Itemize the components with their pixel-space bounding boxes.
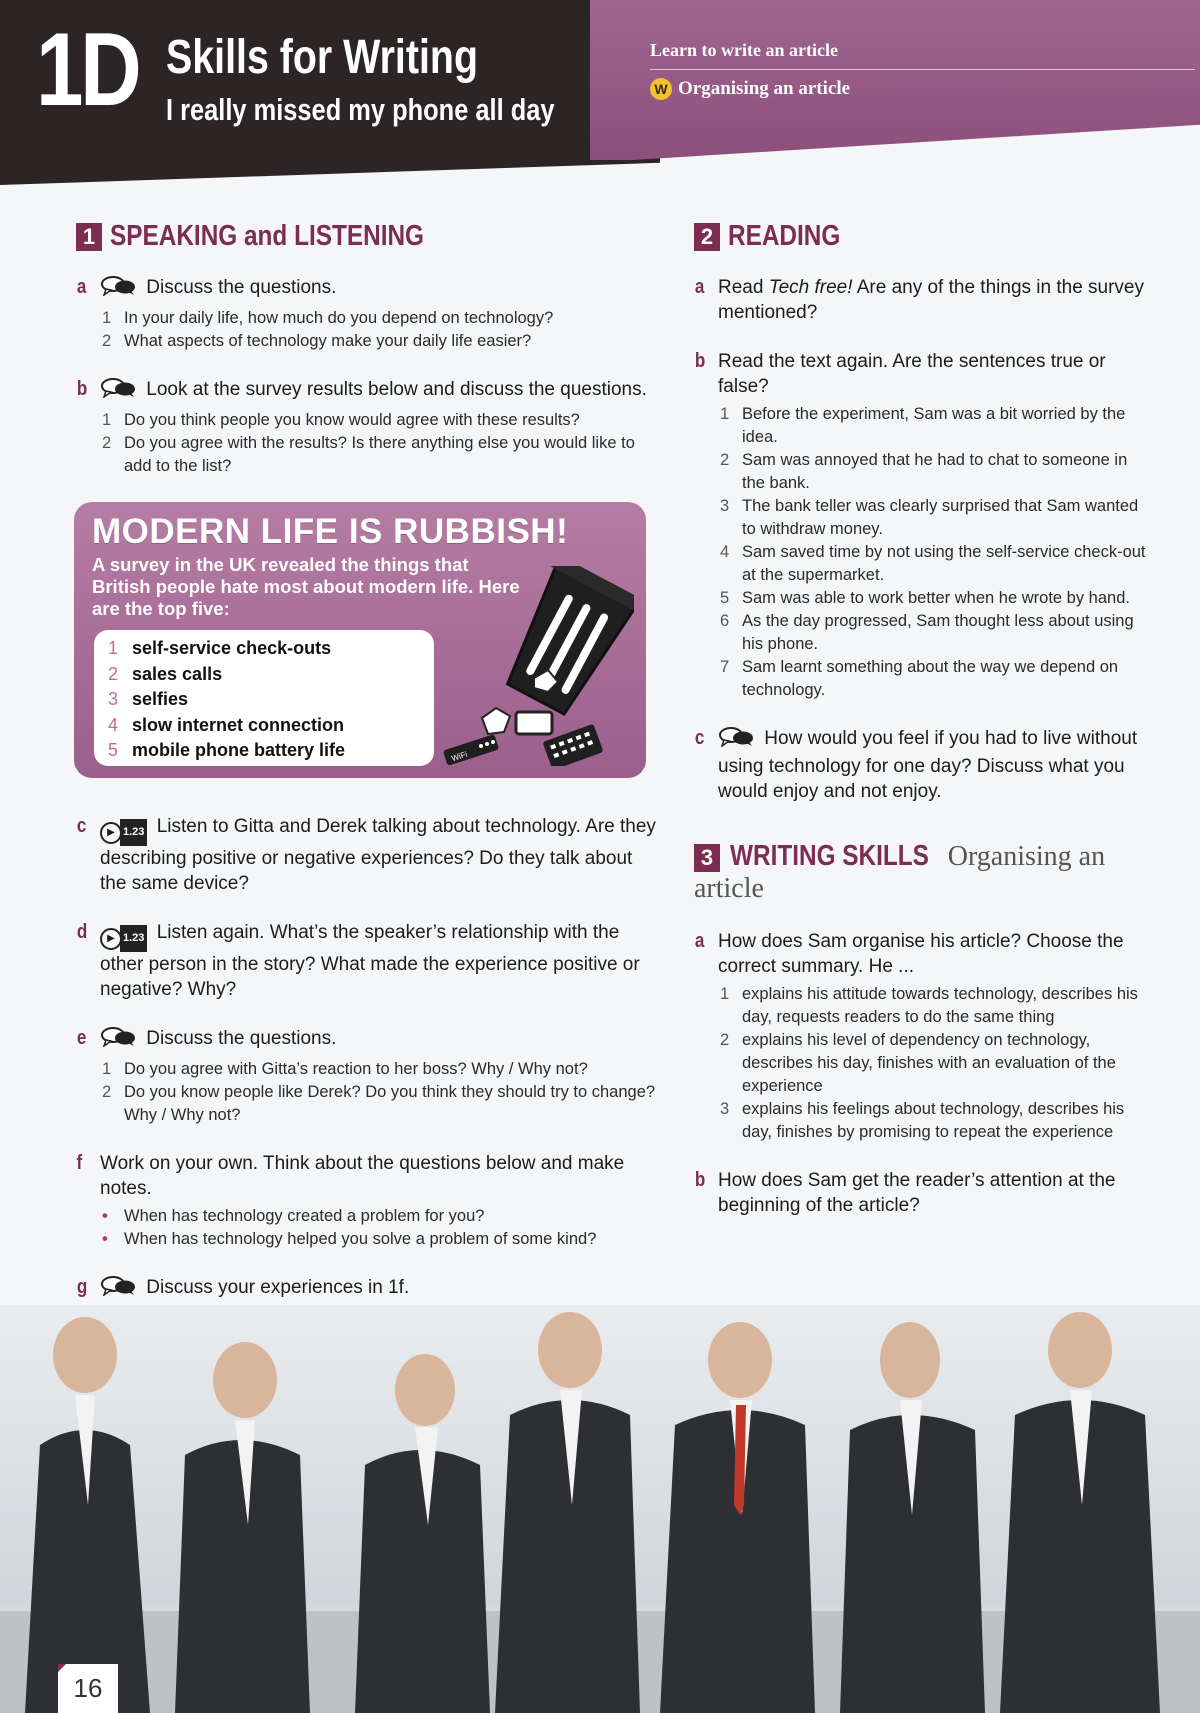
- list-item: 5 mobile phone battery life: [108, 740, 346, 760]
- speech-bubbles-icon: [100, 276, 136, 303]
- unit-title: Skills for Writing: [166, 31, 478, 84]
- section-title: WRITING SKILLS: [730, 840, 930, 872]
- list-item: 1 Do you think people you know would agree with these results?: [102, 411, 580, 429]
- list-item: 2 sales calls: [108, 663, 223, 684]
- list-item: 3 The bank teller was clearly surprised that Sam wanted to withdraw money.: [720, 497, 1139, 538]
- task-letter: b: [76, 378, 88, 400]
- task-1f: [76, 1151, 656, 1251]
- lesson-focus: [650, 78, 850, 100]
- task-instruction: How would you feel if you had to live without using technology for one day? Discuss what you would enjoy and not enjoy.: [718, 728, 1138, 802]
- task-1g: [76, 1275, 656, 1303]
- survey-top-five-list: [94, 630, 434, 766]
- task-instruction: How does Sam organise his article? Choose the correct summary. He ...: [718, 931, 1124, 977]
- task-instruction: Discuss your experiences in 1f.: [146, 1277, 410, 1298]
- survey-intro: A survey in the UK revealed the things that British people hate most about modern life. Here are the top five:: [92, 554, 520, 619]
- task-1b: [76, 377, 656, 478]
- list-item: 3 selfies: [108, 689, 189, 709]
- list-item: 2 Do you know people like Derek? Do you think they should try to change? Why / Why not?: [102, 1083, 656, 1124]
- list-item: 1 Do you agree with Gitta’s reaction to her boss? Why / Why not?: [102, 1060, 588, 1078]
- unit-subtitle: I really missed my phone all day: [166, 92, 555, 127]
- speech-bubbles-icon: [100, 1276, 136, 1303]
- task-2b: [694, 349, 1154, 702]
- task-letter: g: [76, 1276, 88, 1298]
- task-instruction: Listen again. What’s the speaker’s relationship with the other person in the story? What made the experience positive or negative? Why?: [100, 922, 640, 1000]
- true-false-list: [718, 403, 1154, 702]
- task-letter: f: [76, 1152, 83, 1174]
- task-letter: c: [694, 727, 705, 749]
- task-1e: [76, 1026, 656, 1127]
- task-instruction: Look at the survey results below and discuss the questions.: [146, 379, 647, 400]
- list-item: • When has technology helped you solve a problem of some kind?: [102, 1230, 597, 1248]
- header-divider: [650, 69, 1195, 70]
- task-letter: d: [76, 921, 88, 943]
- task-letter: e: [76, 1027, 87, 1049]
- task-letter: a: [694, 276, 705, 298]
- list-item: 1 In your daily life, how much do you depend on technology?: [102, 309, 554, 327]
- task-letter: a: [76, 276, 87, 298]
- task-2c: [694, 726, 1154, 804]
- list-item: • When has technology created a problem for you?: [102, 1207, 485, 1225]
- section-number: 1: [76, 223, 102, 251]
- list-item: 2 Do you agree with the results? Is there anything else you would like to add to the list?: [102, 434, 635, 475]
- right-column: [694, 220, 1154, 1242]
- task-instruction: Are any of the things in the survey mentioned?: [718, 277, 1145, 323]
- task-1c: [76, 814, 656, 896]
- page-number: 16: [58, 1664, 118, 1713]
- list-item: 5 Sam was able to work better when he wrote by hand.: [720, 589, 1130, 607]
- list-item: 2 What aspects of technology make your daily life easier?: [102, 332, 532, 350]
- speech-bubbles-icon: [100, 1027, 136, 1054]
- survey-title: MODERN LIFE IS RUBBISH!: [92, 512, 569, 551]
- writing-badge-icon: W: [650, 78, 672, 100]
- task-instruction: Discuss the questions.: [146, 277, 337, 298]
- task-1d: [76, 920, 656, 1002]
- task-instruction: Discuss the questions.: [146, 1028, 337, 1049]
- task-letter: a: [694, 930, 705, 952]
- task-letter: b: [694, 1169, 706, 1191]
- task-instruction: Listen to Gitta and Derek talking about technology. Are they describing positive or negative experiences? Do they talk about the same device?: [100, 816, 656, 894]
- section-1-heading: [76, 220, 656, 253]
- task-instruction: How does Sam get the reader’s attention at the beginning of the article?: [718, 1170, 1116, 1216]
- task-letter: c: [76, 815, 87, 837]
- lesson-aim: Learn to write an article: [650, 40, 838, 60]
- audio-track-icon[interactable]: ▶ 1.23: [100, 925, 147, 952]
- list-item: 1 Before the experiment, Sam was a bit worried by the idea.: [720, 405, 1126, 446]
- section-title: SPEAKING and LISTENING: [110, 220, 425, 252]
- section-3-heading: [694, 840, 1154, 905]
- business-people-photo: [0, 1305, 1200, 1713]
- task-1a: [76, 275, 656, 353]
- speech-bubbles-icon: [100, 378, 136, 405]
- trash-bin-illustration-icon: [424, 566, 634, 766]
- list-item: 2 explains his level of dependency on technology, describes his day, finishes with an evaluation of the experience: [720, 1031, 1116, 1095]
- list-item: 6 As the day progressed, Sam thought less about using his phone.: [720, 612, 1134, 653]
- task-letter: b: [694, 350, 706, 372]
- task-2a: [694, 275, 1154, 325]
- task-3b: [694, 1168, 1154, 1218]
- bullet-list: [100, 1205, 656, 1251]
- question-list: [100, 409, 656, 478]
- left-column: [76, 220, 656, 1327]
- task-instruction: Read the text again. Are the sentences true or false?: [718, 351, 1106, 397]
- question-list: [100, 307, 656, 353]
- list-item: 1 explains his attitude towards technology, describes his day, requests readers to do the same thing: [720, 985, 1138, 1026]
- unit-number: 1D: [36, 12, 139, 128]
- summary-options-list: [718, 983, 1154, 1144]
- lesson-focus-text: Organising an article: [678, 78, 851, 99]
- speech-bubbles-icon: [718, 727, 754, 754]
- question-list: [100, 1058, 656, 1127]
- section-subtitle: Organising an article: [694, 841, 1106, 904]
- survey-box: [74, 502, 646, 778]
- list-item: 3 explains his feelings about technology, describes his day, finishes by promising to repeat the experience: [720, 1100, 1125, 1141]
- list-item: 4 slow internet connection: [108, 714, 345, 735]
- section-title: READING: [728, 220, 841, 252]
- router-label: WiFi: [450, 749, 469, 764]
- section-number: 2: [694, 223, 720, 251]
- text-title: Tech free!: [768, 277, 853, 298]
- task-instruction: Read: [718, 277, 769, 298]
- task-3a: [694, 929, 1154, 1144]
- list-item: 1 self-service check-outs: [108, 638, 332, 658]
- audio-track-icon[interactable]: ▶ 1.23: [100, 819, 147, 846]
- list-item: 4 Sam saved time by not using the self-service check-out at the supermarket.: [720, 543, 1146, 584]
- section-2-heading: [694, 220, 1154, 253]
- list-item: 7 Sam learnt something about the way we depend on technology.: [720, 658, 1119, 699]
- list-item: 2 Sam was annoyed that he had to chat to someone in the bank.: [720, 451, 1128, 492]
- task-instruction: Work on your own. Think about the questions below and make notes.: [100, 1153, 625, 1199]
- section-number: 3: [694, 844, 720, 872]
